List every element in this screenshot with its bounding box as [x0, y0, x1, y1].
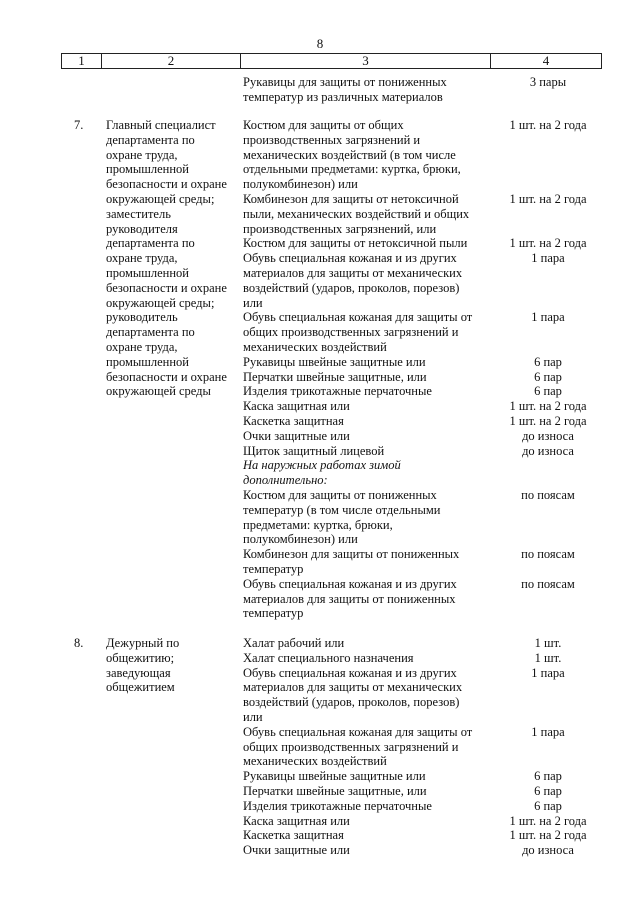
item-line: Обувь специальная кожаная и из других — [243, 251, 457, 266]
item-quantity: 1 шт. — [534, 650, 562, 665]
item-line: Комбинезон для защиты от нетоксичной — [243, 192, 459, 206]
item-quantity: 1 шт. на 2 года — [509, 813, 587, 828]
header-col-4: 4 — [542, 53, 550, 68]
item-line: Каска защитная или — [243, 399, 350, 414]
item-line: дополнительно: — [243, 473, 328, 488]
position-line: охране труда, — [106, 147, 178, 162]
item-quantity: 6 пар — [534, 369, 562, 384]
item-line: Перчатки швейные защитные, или — [243, 784, 427, 798]
position-line: общежитию; — [106, 650, 175, 665]
item-line: Обувь специальная кожаная и из других — [243, 576, 457, 591]
position-line: заместитель — [106, 206, 171, 221]
item-quantity: 1 пара — [531, 251, 565, 266]
item-line: Рукавицы швейные защитные или — [243, 769, 426, 784]
position-line: общежитием — [106, 680, 175, 695]
item-quantity: до износа — [522, 843, 574, 858]
position-line: промышленной — [106, 266, 189, 280]
item-quantity: до износа — [522, 428, 574, 443]
item-quantity: 1 шт. на 2 года — [509, 399, 587, 414]
position-line: охране труда, — [106, 251, 178, 266]
item-line: Щиток защитный лицевой — [243, 443, 385, 458]
item-line: Халат специального назначения — [243, 650, 414, 665]
item-line: общих производственных загрязнений и — [243, 739, 459, 754]
header-col-3: 3 — [241, 54, 491, 68]
item-line: или — [243, 295, 263, 310]
page-number: 8 — [316, 36, 324, 51]
item-line: производственных загрязнений, или — [243, 221, 437, 236]
item-quantity: до износа — [522, 443, 574, 458]
item-line: механических воздействий — [243, 340, 387, 354]
item-quantity: по поясам — [521, 576, 575, 591]
item-line: отдельными предметами: куртка, брюки, — [243, 162, 461, 177]
item-line: механических воздействий — [243, 754, 387, 769]
item-quantity: 1 пара — [531, 310, 565, 325]
table-header — [61, 53, 602, 69]
item-line: общих производственных загрязнений и — [243, 325, 459, 340]
position-line: промышленной — [106, 354, 189, 369]
position-line: окружающей среды; — [106, 295, 215, 310]
item-line: Рукавицы швейные защитные или — [243, 354, 426, 369]
position-line: департамента по — [106, 325, 195, 340]
position-line: безопасности и охране — [106, 369, 227, 384]
item-quantity: 1 шт. на 2 года — [509, 414, 587, 428]
position-line: окружающей среды; — [106, 192, 215, 206]
item-line: Очки защитные или — [243, 428, 350, 443]
item-line: или — [243, 710, 263, 724]
item-quantity: 6 пар — [534, 798, 562, 813]
row-number: 8. — [74, 636, 84, 650]
item-quantity: 1 шт. на 2 года — [509, 828, 587, 843]
item-line: Каскетка защитная — [243, 414, 344, 428]
item-quantity: 6 пар — [534, 384, 562, 399]
item-line: температур — [243, 606, 304, 621]
row-number: 7. — [74, 118, 84, 132]
item-line: Перчатки швейные защитные, или — [243, 369, 427, 384]
position-line: промышленной — [106, 162, 189, 177]
position-line: департамента по — [106, 236, 195, 251]
item-quantity: по поясам — [521, 488, 575, 502]
position-line: Главный специалист — [106, 118, 216, 132]
header-col-1: 1 — [62, 54, 102, 68]
item-line: Каска защитная или — [243, 813, 350, 828]
position-line: окружающей среды — [106, 384, 211, 399]
item-quantity: 6 пар — [534, 769, 562, 784]
item-line: Обувь специальная кожаная и из других — [243, 665, 457, 680]
item-line: Очки защитные или — [243, 843, 350, 858]
position-line: руководителя — [106, 221, 178, 236]
item-quantity: 1 шт. на 2 года — [509, 236, 587, 251]
item-line: Халат рабочий или — [243, 636, 345, 650]
position-line: Дежурный по — [106, 636, 180, 650]
item-line: Костюм для защиты от нетоксичной пыли — [243, 236, 468, 251]
item-line: На наружных работах зимой — [243, 458, 401, 473]
item-line: Костюм для защиты от общих — [243, 118, 404, 132]
item-quantity: 1 шт. на 2 года — [509, 118, 587, 132]
item-line: Рукавицы для защиты от пониженных — [243, 75, 447, 89]
item-quantity: 1 шт. — [534, 636, 562, 650]
position-line: департамента по — [106, 132, 195, 147]
item-line: температур — [243, 562, 304, 576]
item-line: материалов для защиты от механических — [243, 266, 463, 280]
item-line: воздействий (ударов, проколов, порезов) — [243, 695, 460, 710]
item-line: температур (в том числе отдельными — [243, 502, 441, 517]
item-quantity: 1 шт. на 2 года — [509, 192, 587, 206]
item-line: Изделия трикотажные перчаточные — [243, 798, 432, 813]
item-line: Обувь специальная кожаная для защиты от — [243, 310, 473, 325]
item-quantity: по поясам — [521, 547, 575, 562]
item-line: Комбинезон для защиты от пониженных — [243, 547, 460, 562]
item-line: полукомбинезон) или — [243, 177, 358, 192]
position-line: охране труда, — [106, 340, 178, 354]
item-line: Обувь специальная кожаная для защиты от — [243, 724, 473, 739]
item-quantity: 3 пары — [529, 75, 567, 89]
item-quantity: 6 пар — [534, 354, 562, 369]
position-line: руководитель — [106, 310, 178, 325]
item-line: Изделия трикотажные перчаточные — [243, 384, 432, 399]
position-line: безопасности и охране — [106, 280, 227, 295]
item-line: Каскетка защитная — [243, 828, 344, 843]
position-line: заведующая — [106, 665, 171, 680]
item-line: материалов для защиты от пониженных — [243, 591, 456, 606]
item-quantity: 1 пара — [531, 724, 565, 739]
item-line: механических воздействий (в том числе — [243, 147, 456, 162]
item-line: воздействий (ударов, проколов, порезов) — [243, 280, 460, 295]
item-line: предметами: куртка, брюки, — [243, 517, 393, 532]
item-quantity: 1 пара — [531, 665, 565, 680]
header-col-2: 2 — [102, 54, 241, 68]
position-line: безопасности и охране — [106, 177, 227, 192]
item-quantity: 6 пар — [534, 784, 562, 798]
item-line: полукомбинезон) или — [243, 532, 358, 547]
item-line: температур из различных материалов — [243, 89, 443, 104]
item-line: материалов для защиты от механических — [243, 680, 463, 695]
item-line: производственных загрязнений и — [243, 132, 421, 147]
item-line: пыли, механических воздействий и общих — [243, 206, 470, 221]
item-line: Костюм для защиты от пониженных — [243, 488, 437, 502]
